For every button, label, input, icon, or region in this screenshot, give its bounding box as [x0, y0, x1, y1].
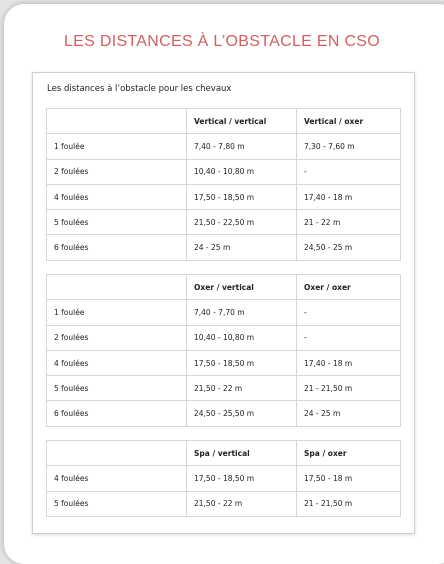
distance-cell: 7,40 - 7,80 m: [187, 134, 297, 159]
stride-cell: 4 foulées: [47, 466, 187, 491]
table-row: [47, 235, 401, 260]
table-row: [47, 300, 401, 325]
table-row: [47, 210, 401, 235]
distance-cell: 17,50 - 18,50 m: [187, 350, 297, 375]
stride-cell: 4 foulées: [47, 350, 187, 375]
table-row: [47, 350, 401, 375]
distance-cell: 10,40 - 10,80 m: [187, 325, 297, 350]
distance-cell: -: [297, 159, 401, 184]
header-cell: Spa / vertical: [187, 441, 297, 466]
distance-cell: 21,50 - 22 m: [187, 376, 297, 401]
distance-cell: 24 - 25 m: [297, 401, 401, 426]
table-row: [47, 376, 401, 401]
distance-cell: 17,40 - 18 m: [297, 184, 401, 209]
header-cell: Vertical / vertical: [187, 109, 297, 134]
distance-cell: 21,50 - 22 m: [187, 491, 297, 516]
table-row: [47, 159, 401, 184]
table-row: [47, 134, 401, 159]
vertical-distances-table: [46, 108, 401, 261]
distance-cell: 17,50 - 18 m: [297, 466, 401, 491]
panel-caption: Les distances à l’obstacle pour les chevaux: [47, 84, 232, 94]
distance-cell: -: [297, 325, 401, 350]
distance-cell: 17,40 - 18 m: [297, 350, 401, 375]
table-row: [47, 184, 401, 209]
header-cell: [47, 441, 187, 466]
distance-cell: 7,30 - 7,60 m: [297, 134, 401, 159]
table-row: [47, 401, 401, 426]
table-header-row: [47, 275, 401, 300]
distance-cell: -: [297, 300, 401, 325]
stride-cell: 5 foulées: [47, 491, 187, 516]
header-cell: [47, 275, 187, 300]
table-row: [47, 491, 401, 516]
header-cell: [47, 109, 187, 134]
distance-cell: 24 - 25 m: [187, 235, 297, 260]
stride-cell: 6 foulées: [47, 235, 187, 260]
stride-cell: 1 foulée: [47, 300, 187, 325]
stride-cell: 2 foulées: [47, 325, 187, 350]
table-header-row: [47, 441, 401, 466]
distance-cell: 21 - 22 m: [297, 210, 401, 235]
distance-cell: 10,40 - 10,80 m: [187, 159, 297, 184]
table-row: [47, 466, 401, 491]
spa-distances-table: [46, 440, 401, 517]
stride-cell: 6 foulées: [47, 401, 187, 426]
distance-cell: 24,50 - 25,50 m: [187, 401, 297, 426]
distance-cell: 21 - 21,50 m: [297, 491, 401, 516]
table-row: [47, 325, 401, 350]
distance-cell: 21,50 - 22,50 m: [187, 210, 297, 235]
stride-cell: 5 foulées: [47, 376, 187, 401]
header-cell: Oxer / vertical: [187, 275, 297, 300]
distances-panel: [32, 72, 415, 534]
page-title: LES DISTANCES À L’OBSTACLE EN CSO: [63, 33, 381, 50]
table-header-row: [47, 109, 401, 134]
distance-cell: 7,40 - 7,70 m: [187, 300, 297, 325]
distance-cell: 21 - 21,50 m: [297, 376, 401, 401]
header-cell: Vertical / oxer: [297, 109, 401, 134]
distance-cell: 17,50 - 18,50 m: [187, 184, 297, 209]
header-cell: Oxer / oxer: [297, 275, 401, 300]
distance-cell: 17,50 - 18,50 m: [187, 466, 297, 491]
oxer-distances-table: [46, 274, 401, 427]
stride-cell: 1 foulée: [47, 134, 187, 159]
header-cell: Spa / oxer: [297, 441, 401, 466]
stride-cell: 2 foulées: [47, 159, 187, 184]
stride-cell: 5 foulées: [47, 210, 187, 235]
distance-cell: 24,50 - 25 m: [297, 235, 401, 260]
stride-cell: 4 foulées: [47, 184, 187, 209]
